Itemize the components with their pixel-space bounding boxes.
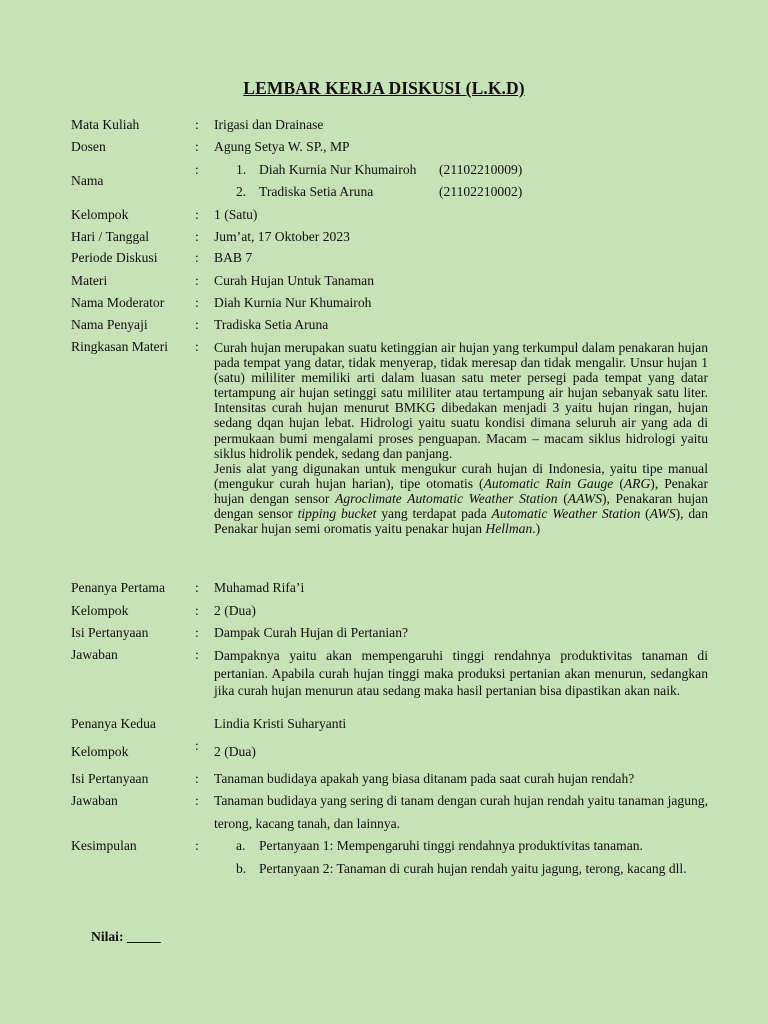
label-penanya-kedua: Penanya Kedua	[71, 716, 156, 731]
value-kelompok: 1 (Satu)	[214, 207, 258, 222]
colon: :	[195, 250, 199, 265]
label-kelompok: Kelompok	[71, 744, 129, 759]
colon: :	[195, 317, 199, 332]
value-moderator: Diah Kurnia Nur Khumairoh	[214, 295, 372, 310]
value-jawaban-q1: Dampaknya yaitu akan mempengaruhi tinggi rendahnya produktivitas tanaman di pertanian. Apabila curah hujan tinggi maka produksi pertanian akan menurun, sedangkan jika curah hujan menurun atau sedang maka hasil pertanian bisa dipastikan akan naik.	[214, 648, 708, 699]
label-mata-kuliah: Mata Kuliah	[71, 117, 140, 132]
member-nim: (21102210009)	[439, 162, 523, 177]
value-penanya-pertama: Muhamad Rifa’i	[214, 580, 305, 595]
colon: :	[195, 273, 199, 288]
colon: :	[195, 625, 199, 640]
colon: :	[195, 738, 199, 753]
label-kelompok: Kelompok	[71, 603, 129, 618]
colon: :	[195, 339, 199, 354]
label-isi-pertanyaan: Isi Pertanyaan	[71, 771, 149, 786]
conclusion-item: Pertanyaan 2: Tanaman di curah hujan rendah yaitu jagung, terong, kacang dll.	[259, 861, 687, 876]
label-penyaji: Nama Penyaji	[71, 317, 148, 332]
label-kelompok: Kelompok	[71, 207, 129, 222]
colon: :	[195, 580, 199, 595]
label-materi: Materi	[71, 273, 108, 288]
grade-field: Nilai: _____	[91, 929, 161, 944]
label-kesimpulan: Kesimpulan	[71, 838, 137, 853]
value-pertanyaan-q1: Dampak Curah Hujan di Pertanian?	[214, 625, 409, 640]
colon: :	[195, 139, 199, 154]
colon: :	[195, 295, 199, 310]
label-ringkasan: Ringkasan Materi	[71, 339, 169, 354]
summary-text	[214, 340, 708, 536]
summary-paragraph-2: Jenis alat yang digunakan untuk mengukur curah hujan di Indonesia, yaitu tipe manual (mengukur curah hujan harian), tipe otomatis (Automatic Rain Gauge (ARG), Penakar hujan dengan sensor Agroclimate Automatic Weather Station (AAWS), Penakaran hujan dengan sensor tipping bucket yang terdapat pada Automatic Weather Station (AWS), dan Penakar hujan semi oromatis yaitu penakar hujan Hellman.)	[214, 460, 709, 537]
member-name: Diah Kurnia Nur Khumairoh	[259, 162, 417, 177]
document-title: LEMBAR KERJA DISKUSI (L.K.D)	[243, 78, 525, 98]
value-kelompok-q2: 2 (Dua)	[214, 744, 256, 759]
colon: :	[195, 793, 199, 808]
label-nama: Nama	[71, 173, 104, 188]
value-kelompok-q1: 2 (Dua)	[214, 603, 256, 618]
label-dosen: Dosen	[71, 139, 106, 154]
member-name: Tradiska Setia Aruna	[259, 184, 374, 199]
conclusion-item: Pertanyaan 1: Mempengaruhi tinggi rendahnya produktivitas tanaman.	[259, 838, 643, 853]
summary-paragraph-1: Curah hujan merupakan suatu ketinggian air hujan yang terkumpul dalam penakaran hujan pada tempat yang datar, tidak menyerap, tidak meresap dan tidak mengalir. Unsur hujan 1 (satu) mililiter memiliki arti dalam luasan satu meter persegi pada tempat yang datar tertampung air hujan setinggi satu mililiter atau tertampung air hujan sebanyak satu liter. Intensitas curah hujan menurut BMKG dibedakan menjadi 3 yaitu hujan ringan, hujan sedang dqan hujan lebat. Hidrologi yaitu suatu kondisi dimana seluruh air yang ada di permukaan bumi mengalami proses penguapan. Macam – macam siklus hidrologi yaitu siklus hidrolik pendek, sedang dan panjang.	[214, 340, 708, 461]
value-dosen: Agung Setya W. SP., MP	[214, 139, 350, 154]
conclusion-number: b.	[236, 861, 247, 876]
label-jawaban: Jawaban	[71, 647, 118, 662]
colon: :	[195, 771, 199, 786]
colon: :	[195, 117, 199, 132]
value-mata-kuliah: Irigasi dan Drainase	[214, 117, 324, 132]
value-penanya-kedua: Lindia Kristi Suharyanti	[214, 716, 347, 731]
value-penyaji: Tradiska Setia Aruna	[214, 317, 329, 332]
member-number: 2.	[236, 184, 247, 199]
member-nim: (21102210002)	[439, 184, 523, 199]
label-moderator: Nama Moderator	[71, 295, 165, 310]
label-periode: Periode Diskusi	[71, 250, 158, 265]
colon: :	[195, 229, 199, 244]
colon: :	[195, 162, 199, 177]
colon: :	[195, 647, 199, 662]
colon: :	[195, 603, 199, 618]
value-jawaban-q2: Tanaman budidaya yang sering di tanam dengan curah hujan rendah yaitu tanaman jagung, terong, kacang tanah, dan lainnya.	[214, 793, 708, 831]
colon: :	[195, 838, 199, 853]
colon: :	[195, 207, 199, 222]
value-periode: BAB 7	[214, 250, 253, 265]
value-materi: Curah Hujan Untuk Tanaman	[214, 273, 374, 288]
label-isi-pertanyaan: Isi Pertanyaan	[71, 625, 149, 640]
label-jawaban: Jawaban	[71, 793, 118, 808]
conclusion-number: a.	[236, 838, 246, 853]
value-pertanyaan-q2: Tanaman budidaya apakah yang biasa ditanam pada saat curah hujan rendah?	[214, 771, 635, 786]
value-tanggal: Jum’at, 17 Oktober 2023	[214, 229, 350, 244]
member-number: 1.	[236, 162, 247, 177]
label-tanggal: Hari / Tanggal	[71, 229, 150, 244]
label-penanya-pertama: Penanya Pertama	[71, 580, 165, 595]
